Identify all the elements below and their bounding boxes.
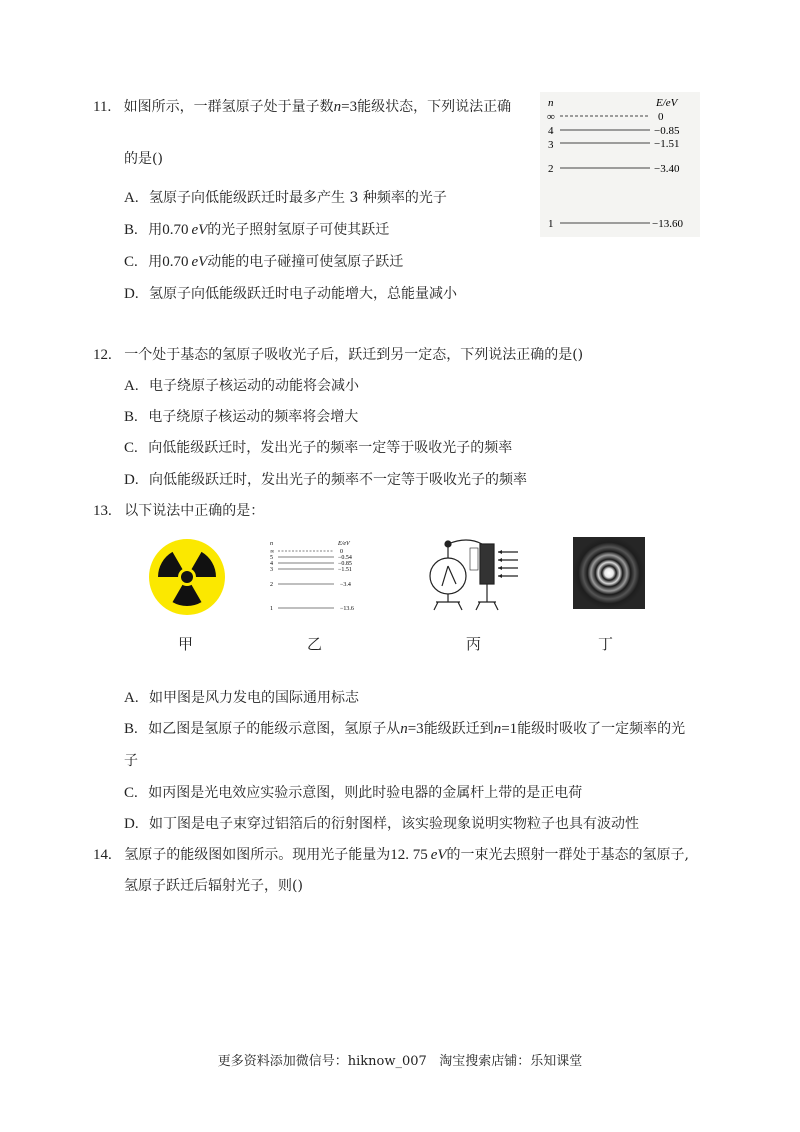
q13-level-energy-4: −0.85	[338, 561, 352, 567]
q14-line1-a: 氢原子的能级图如图所示。现用光子能量为	[124, 847, 391, 863]
q13-option-b-b: 能级跃迁到	[423, 721, 494, 737]
q13-level-energy-inf: 0	[340, 549, 343, 555]
q11-option-c	[124, 252, 403, 272]
q14-line1	[93, 845, 689, 865]
q13-small-energy-diagram	[268, 538, 368, 616]
q11-level-label-1: 1	[548, 218, 554, 230]
q11-option-c-post: 动能的电子碰撞可使氢原子跃迁	[207, 254, 404, 270]
q11-stem-a: 如图所示，一群氢原子处于量子数	[123, 99, 334, 115]
q13-option-d-letter: D.	[124, 816, 139, 832]
q11-line1	[93, 97, 511, 117]
q12-option-c-text: 向低能级跃迁时，发出光子的频率一定等于吸收光子的频率	[148, 440, 513, 456]
q13-level-label-inf: ∞	[270, 549, 275, 555]
q11-level-label-2: 2	[548, 163, 554, 175]
diffraction-pattern-icon	[573, 537, 645, 609]
q11-level-energy-4: −0.85	[654, 125, 680, 137]
q11-level-energy-3: −1.51	[654, 138, 680, 150]
q11-level-label-inf: ∞	[547, 111, 555, 123]
q11-option-d-letter: D.	[124, 286, 139, 302]
q11-option-b	[124, 220, 389, 240]
q13-option-b-eq2: =1	[501, 721, 518, 737]
q11-option-b-value: 0.70	[162, 222, 189, 238]
q12-stem-line	[93, 345, 583, 365]
q13-level-label-5: 5	[270, 555, 273, 561]
q11-option-c-value: 0.70	[162, 254, 189, 270]
q14-value: 12. 75	[390, 847, 428, 863]
q13-option-d-text: 如丁图是电子束穿过铝箔后的衍射图样，该实验现象说明实物粒子也具有波动性	[149, 816, 640, 832]
q11-option-c-pre: 用	[148, 254, 163, 270]
q11-option-c-unit: eV	[191, 254, 208, 270]
q13-option-a-text: 如甲图是风力发电的国际通用标志	[149, 690, 360, 706]
q12-option-b-letter: B.	[124, 409, 138, 425]
q13-option-b-eq1: =3	[407, 721, 424, 737]
q12-option-b	[124, 407, 358, 427]
q13-diagram-n-header: n	[270, 541, 273, 547]
q13-option-b-line2: 子	[124, 753, 138, 769]
figure-label-yi: 乙	[307, 635, 323, 653]
figure-label-ding: 丁	[598, 635, 614, 653]
q11-line2: 的是()	[124, 151, 163, 167]
q13-option-b-c: 能级时吸收了一定频率的光	[517, 721, 686, 737]
q11-stem-b: 能级状态，下列说法正确	[357, 99, 512, 115]
q12-option-a	[124, 376, 359, 396]
q11-option-d	[124, 284, 457, 304]
q11-option-a	[124, 188, 447, 208]
q14-number: 14.	[93, 847, 112, 863]
q14-line2: 氢原子跃迁后辐射光子，则()	[124, 878, 303, 894]
q13-level-label-3: 3	[270, 567, 273, 573]
q13-number: 13.	[93, 503, 112, 519]
q12-option-c	[124, 438, 512, 458]
q13-level-energy-2: −3.4	[340, 582, 351, 588]
figure-label-bing: 丙	[466, 635, 482, 653]
q11-energy-diagram	[540, 92, 700, 237]
q11-stem-n: n	[333, 99, 342, 115]
q13-option-b-a: 如乙图是氢原子的能级示意图，氢原子从	[148, 721, 401, 737]
q12-option-a-text: 电子绕原子核运动的动能将会减小	[149, 378, 360, 394]
q12-option-d-letter: D.	[124, 472, 139, 488]
figure-label-jia: 甲	[178, 635, 194, 653]
q11-option-b-pre: 用	[148, 222, 163, 238]
q12-option-a-letter: A.	[124, 378, 139, 394]
q13-stem: 以下说法中正确的是：	[124, 503, 265, 519]
q14-unit: eV	[430, 847, 447, 863]
q13-option-a-letter: A.	[124, 690, 139, 706]
q11-option-a-text: 氢原子向低能级跃迁时最多产生 3 种频率的光子	[149, 190, 447, 206]
q11-stem-eq: =3	[341, 99, 358, 115]
q11-level-energy-1: −13.60	[652, 218, 683, 230]
q13-option-b-n2: n	[493, 721, 502, 737]
q11-option-b-post: 的光子照射氢原子可使其跃迁	[207, 222, 390, 238]
q13-option-b-letter: B.	[124, 721, 138, 737]
q13-level-label-2: 2	[270, 582, 273, 588]
q12-option-d	[124, 470, 527, 490]
q14-line1-b: 的一束光去照射一群处于基态的氢原子,	[446, 847, 689, 863]
q13-level-label-1: 1	[270, 606, 273, 612]
q13-option-a	[124, 688, 359, 708]
q13-option-c-text: 如丙图是光电效应实验示意图，则此时验电器的金属杆上带的是正电荷	[148, 785, 583, 801]
q11-number: 11.	[93, 99, 112, 115]
q13-level-energy-5: −0.54	[338, 555, 352, 561]
q13-option-c-letter: C.	[124, 785, 138, 801]
q13-option-b	[124, 719, 685, 739]
q13-stem-line	[93, 501, 264, 521]
q13-option-d	[124, 814, 639, 834]
q13-level-energy-1: −13.6	[340, 606, 354, 612]
page-footer: 更多资料添加微信号：hiknow_007 淘宝搜索店铺：乐知课堂	[217, 1054, 583, 1069]
q11-option-d-text: 氢原子向低能级跃迁时电子动能增大，总能量减小	[149, 286, 458, 302]
q13-option-b-n1: n	[400, 721, 408, 737]
q12-option-c-letter: C.	[124, 440, 138, 456]
q11-diagram-n-header: n	[548, 97, 554, 109]
q12-number: 12.	[93, 347, 112, 363]
q13-diagram-e-header: E/eV	[338, 541, 350, 547]
q13-level-energy-3: −1.51	[338, 567, 352, 573]
q12-option-b-text: 电子绕原子核运动的频率将会增大	[148, 409, 359, 425]
q13-option-c	[124, 783, 582, 803]
radiation-symbol-icon	[148, 538, 226, 616]
q11-diagram-e-header: E/eV	[656, 97, 678, 109]
q13-level-label-4: 4	[270, 561, 273, 567]
q11-level-energy-2: −3.40	[654, 163, 680, 175]
photoelectric-apparatus-icon	[422, 536, 522, 618]
q11-option-c-letter: C.	[124, 254, 138, 270]
q11-level-label-4: 4	[548, 125, 554, 137]
q11-level-label-3: 3	[548, 139, 554, 151]
q12-stem: 一个处于基态的氢原子吸收光子后，跃迁到另一定态，下列说法正确的是()	[124, 347, 584, 363]
q11-level-energy-inf: 0	[658, 111, 664, 123]
q12-option-d-text: 向低能级跃迁时，发出光子的频率不一定等于吸收光子的频率	[149, 472, 528, 488]
q11-option-a-letter: A.	[124, 190, 139, 206]
q11-option-b-unit: eV	[191, 222, 208, 238]
q11-option-b-letter: B.	[124, 222, 138, 238]
